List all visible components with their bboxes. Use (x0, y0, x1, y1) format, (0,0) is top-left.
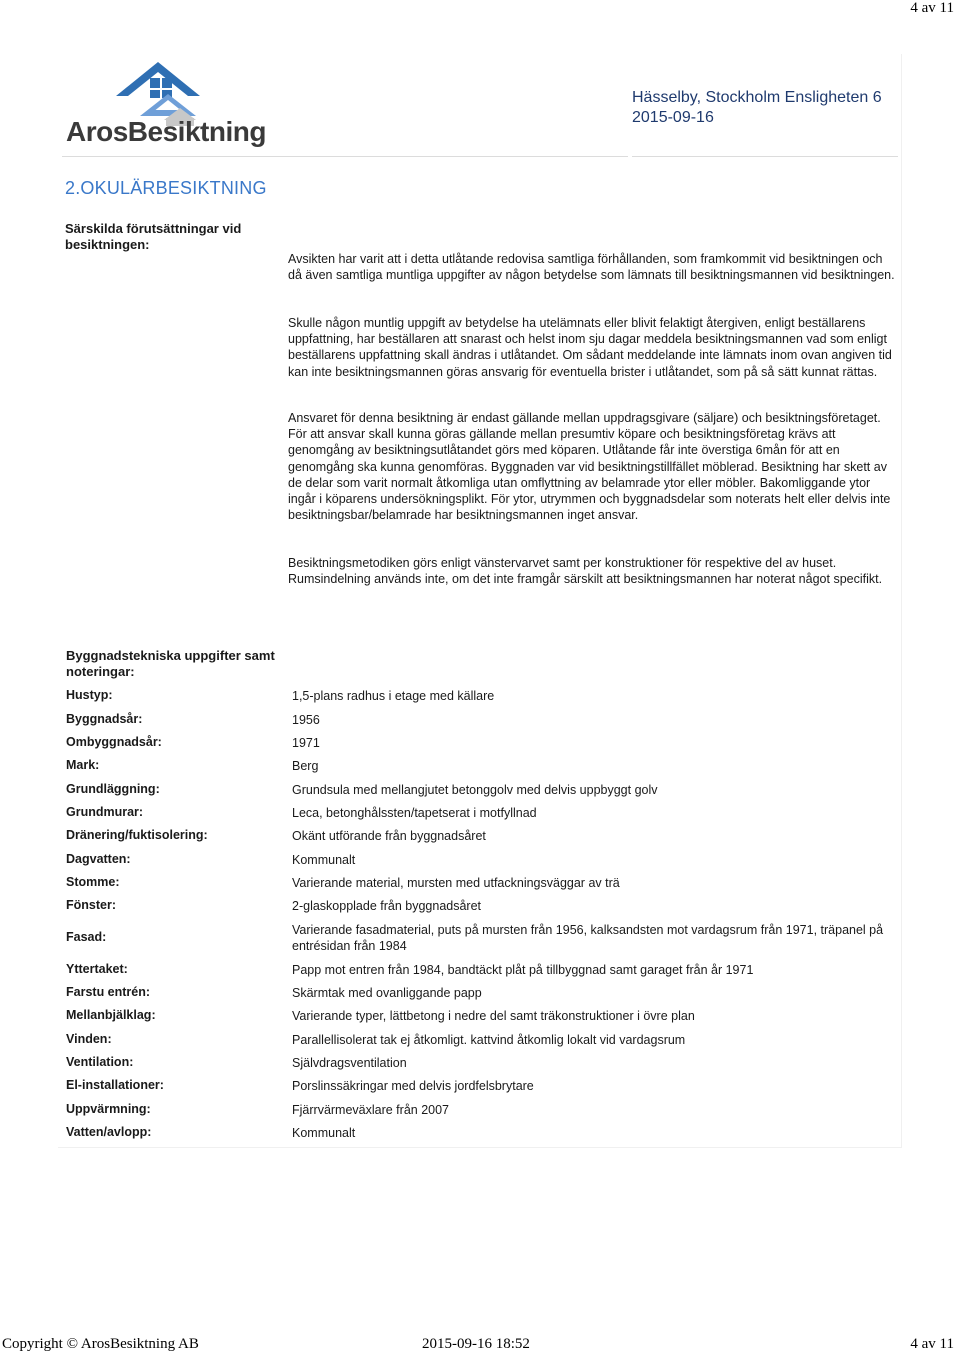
section-title: 2.OKULÄRBESIKTNING (65, 178, 267, 198)
paragraph-4: Besiktningsmetodiken görs enligt vänstervarvet samt per konstruktioner för respektive del av huset. Rumsindelning används inte, om det inte framgår särskilt att besiktningsmannen har noterat något specifikt. (288, 556, 883, 587)
fact-label: Yttertaket: (66, 962, 128, 976)
header-divider-left (62, 156, 628, 157)
paragraph-2: Skulle någon muntlig uppgift av betydelse ha utelämnats eller blivit felaktigt återgiven, enligt beställarens uppfattning, har beställaren att snarast och helst inom sju dagar meddela besiktningsmannen vad som enligt beställarens uppfattning skall ändras i utlåtandet. Om sådant meddelande inte lämnats inom ovan angiven tid kan inte besiktningsmannen göras ansvarig för eventuella brister i utlåtandet, som på så sätt kunnat rättas. (288, 316, 892, 379)
property-address: Hässelby, Stockholm Ensligheten 6 (632, 89, 882, 106)
fact-value: Leca, betonghålssten/tapetserat i motfyllnad (292, 806, 537, 820)
fact-label: Byggnadsår: (66, 712, 143, 726)
fact-label: Fasad: (66, 930, 107, 944)
fact-label: Mark: (66, 758, 100, 772)
footer-page-counter: 4 av 11 (910, 1336, 954, 1352)
fact-value: Kommunalt (292, 1126, 356, 1140)
fact-label: Ventilation: (66, 1055, 134, 1069)
fact-label: Stomme: (66, 875, 120, 889)
fact-label: Ombyggnadsår: (66, 735, 162, 749)
footer-copyright: Copyright © ArosBesiktning AB (2, 1336, 199, 1352)
fact-label: Dränering/fuktisolering: (66, 828, 208, 842)
facts-title: Byggnadstekniska uppgifter samt noteringar: (66, 648, 275, 679)
report-date: 2015-09-16 (632, 109, 714, 126)
paragraph-3: Ansvaret för denna besiktning är endast gällande mellan uppdragsgivare (säljare) och besiktningsföretaget. För att ansvar skall kunna göras gällande mellan presumtiv köpare och besiktningsföretag krävs att genomgång av besiktningsutlåtandet görs med köparen. Utlåtande får inte överstiga 6mån för att en genomgång ska kunna genomföras. Byggnaden var vid besiktningstillfället möblerad. Besiktning har skett av de delar som varit normalt åtkomliga utan omflyttning av belamrade ytor eller möbler. Bakomliggande ytor ingår i köparens undersökningsplikt. För ytor, utrymmen och byggnadsdelar som noterats helt eller delvis inte besiktningsbar/belamrade har besiktningsmannen inget ansvar. (288, 411, 891, 523)
fact-value: Varierande material, mursten med utfackningsväggar av trä (292, 876, 620, 890)
fact-value: 1971 (292, 736, 320, 750)
fact-label: El-installationer: (66, 1078, 164, 1092)
fact-value: Berg (292, 759, 319, 773)
fact-value: Varierande fasadmaterial, puts på mursten från 1956, kalksandsten mot vardagsrum från 1971, träpanel på entrésidan från 1984 (292, 923, 884, 953)
footer-timestamp: 2015-09-16 18:52 (422, 1336, 530, 1352)
fact-value: Grundsula med mellangjutet betonggolv med delvis uppbyggt golv (292, 783, 658, 797)
fact-value: Varierande typer, lättbetong i nedre del samt träkonstruktioner i övre plan (292, 1009, 695, 1023)
fact-label: Dagvatten: (66, 852, 131, 866)
fact-label: Vatten/avlopp: (66, 1125, 152, 1139)
fact-value: Skärmtak med ovanliggande papp (292, 986, 482, 1000)
fact-value: 1,5-plans radhus i etage med källare (292, 689, 495, 703)
header-divider-right (632, 156, 898, 157)
fact-label: Hustyp: (66, 688, 113, 702)
fact-label: Grundmurar: (66, 805, 144, 819)
fact-value: Papp mot entren från 1984, bandtäckt plåt på tillbyggnad samt garaget från år 1971 (292, 963, 754, 977)
fact-value: Självdragsventilation (292, 1056, 407, 1070)
fact-value: 1956 (292, 713, 320, 727)
fact-value: 2-glaskopplade från byggnadsåret (292, 899, 482, 913)
logo-wordmark: ArosBesiktning (66, 116, 266, 147)
fact-value: Okänt utförande från byggnadsåret (292, 829, 486, 843)
header-info (632, 88, 882, 128)
fact-label: Vinden: (66, 1032, 112, 1046)
fact-label: Mellanbjälklag: (66, 1008, 156, 1022)
fact-value: Fjärrvärmeväxlare från 2007 (292, 1103, 450, 1117)
fact-value: Parallellisolerat tak ej åtkomligt. kattvind åtkomlig lokalt vid vardagsrum (292, 1033, 686, 1047)
report-panel (58, 54, 902, 1148)
fact-label: Farstu entrén: (66, 985, 151, 999)
fact-label: Uppvärmning: (66, 1102, 151, 1116)
paragraph-1: Avsikten har varit att i detta utlåtande redovisa samtliga förhållanden, som framkommit vid besiktningen och då även samtliga muntliga uppgifter av någon betydelse som lämnats till besiktningsmannen vid besiktningen. (288, 252, 895, 283)
fact-label: Grundläggning: (66, 782, 160, 796)
fact-label: Fönster: (66, 898, 116, 912)
conditions-label: Särskilda förutsättningar vid besiktningen: (65, 221, 242, 252)
page-counter-top: 4 av 11 (910, 0, 954, 16)
fact-value: Porslinssäkringar med delvis jordfelsbrytare (292, 1079, 534, 1093)
fact-value: Kommunalt (292, 853, 356, 867)
